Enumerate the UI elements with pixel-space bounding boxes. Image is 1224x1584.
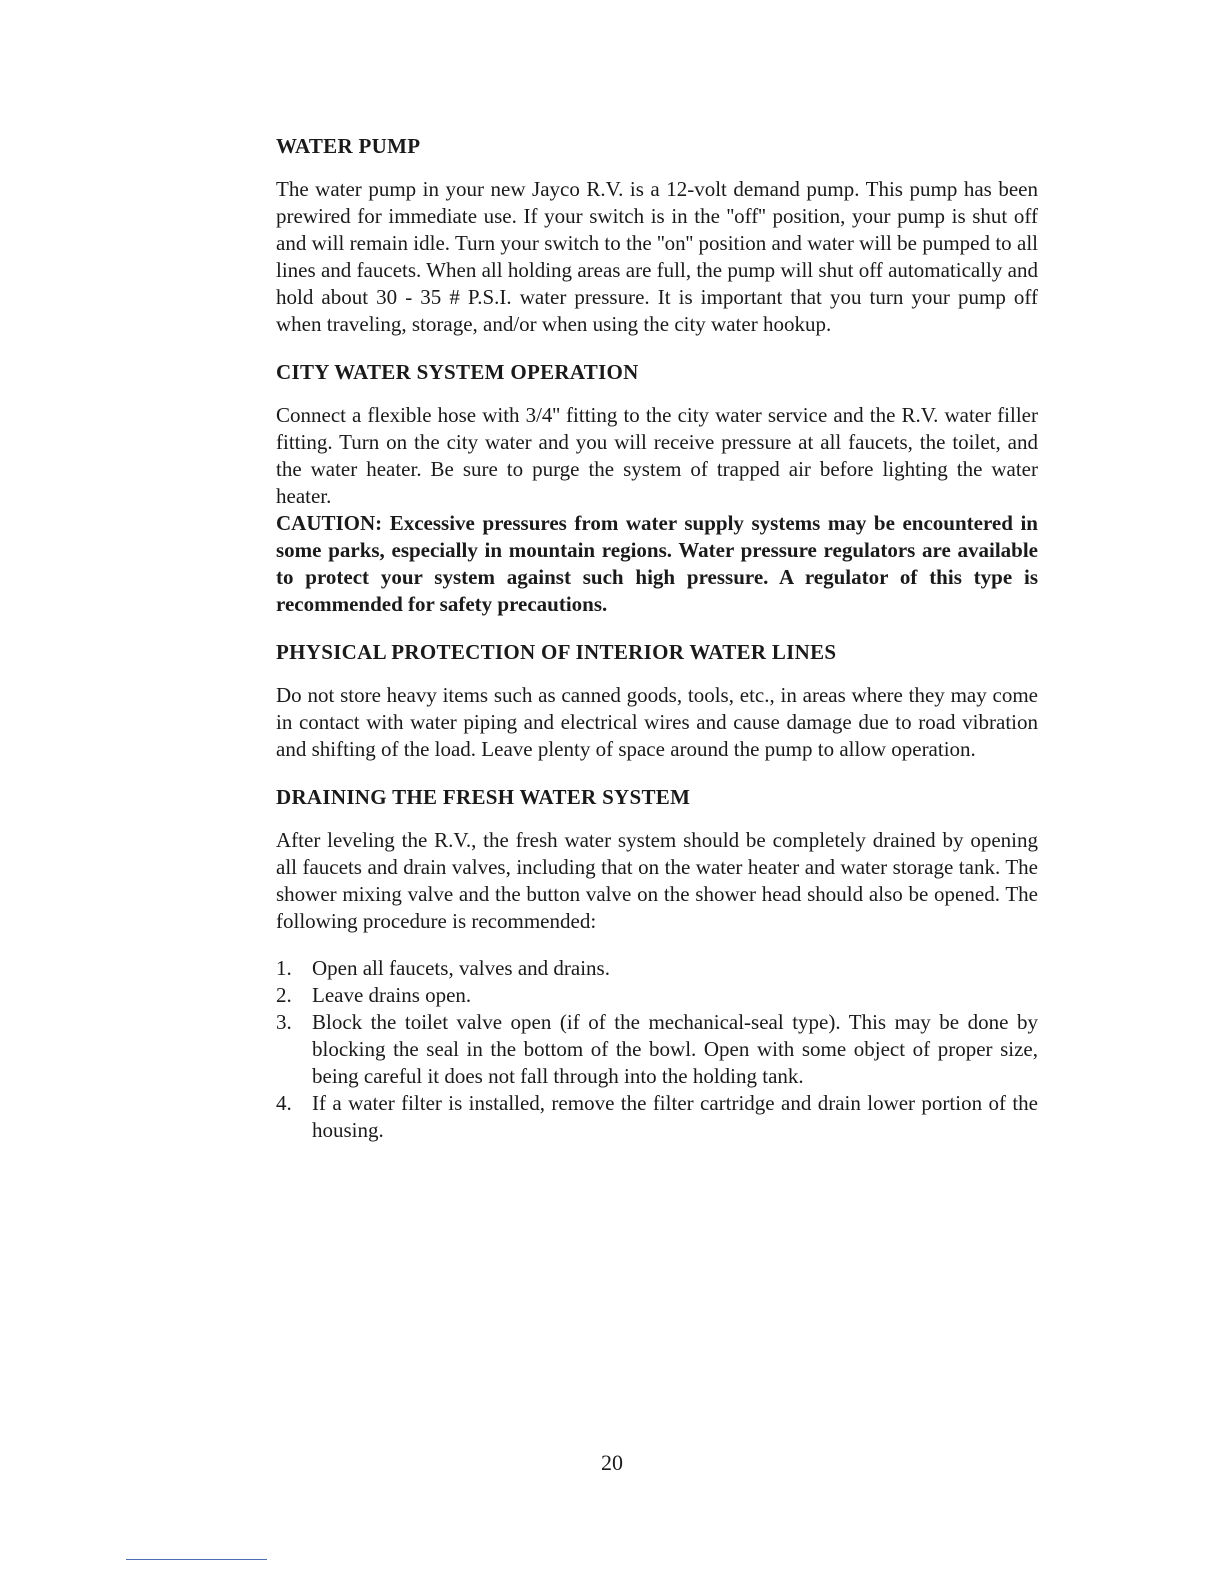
page-number: 20 [601,1450,623,1475]
list-item [276,1090,1038,1144]
step-number: 1. [276,956,292,980]
step-number: 3. [276,1010,292,1034]
step-text: Open all faucets, valves and drains. [312,956,610,980]
procedure-steps [276,955,1038,1144]
section-heading: CITY WATER SYSTEM OPERATION [276,360,639,384]
list-item [276,955,1038,982]
section-water-pump [276,132,1038,338]
step-number: 2. [276,983,292,1007]
section-city-water [276,358,1038,618]
step-text: If a water filter is installed, remove the filter cartridge and drain lower portion of the housing. [312,1091,1038,1142]
section-body: Do not store heavy items such as canned goods, tools, etc., in areas where they may come in contact with water piping and electrical wires and cause damage due to road vibration and shifting of the load. Leave plenty of space around the pump to allow operation. [276,683,1038,761]
section-body: After leveling the R.V., the fresh water system should be completely drained by opening all faucets and drain valves, including that on the water heater and water storage tank. The shower mixing valve and the button valve on the shower head should also be opened. The following procedure is recommended: [276,828,1038,933]
caution-note: CAUTION: Excessive pressures from water supply systems may be encountered in some parks, especially in mountain regions. Water pressure regulators are available to protect your system against such high pressure. A regulator of this type is recommended for safety precautions. [276,511,1038,616]
manual-page [276,132,1038,1164]
list-item [276,982,1038,1009]
section-heading: DRAINING THE FRESH WATER SYSTEM [276,785,691,809]
section-body: The water pump in your new Jayco R.V. is a 12-volt demand pump. This pump has been prewired for immediate use. If your switch is in the ''off'' position, your pump is shut off and will remain idle. Turn your switch to the ''on'' position and water will be pumped to all lines and faucets. When all holding areas are full, the pump will shut off automatically and hold about 30 - 35 # P.S.I. water pressure. It is important that you turn your pump off when traveling, storage, and/or when using the city water hookup. [276,177,1038,336]
section-draining [276,783,1038,1144]
section-heading: WATER PUMP [276,134,421,158]
section-heading: PHYSICAL PROTECTION OF INTERIOR WATER LINES [276,640,837,664]
section-body: Connect a flexible hose with 3/4'' fitting to the city water service and the R.V. water filler fitting. Turn on the city water and you will receive pressure at all faucets, the toilet, and the water heater. Be sure to purge the system of trapped air before lighting the water heater. [276,403,1038,508]
footer-divider [126,1559,267,1560]
list-item [276,1009,1038,1090]
section-physical-protection [276,638,1038,763]
step-text: Leave drains open. [312,983,472,1007]
step-text: Block the toilet valve open (if of the mechanical-seal type). This may be done by blocking the seal in the bottom of the bowl. Open with some object of proper size, being careful it does not fall through into the holding tank. [312,1010,1038,1088]
step-number: 4. [276,1091,292,1115]
